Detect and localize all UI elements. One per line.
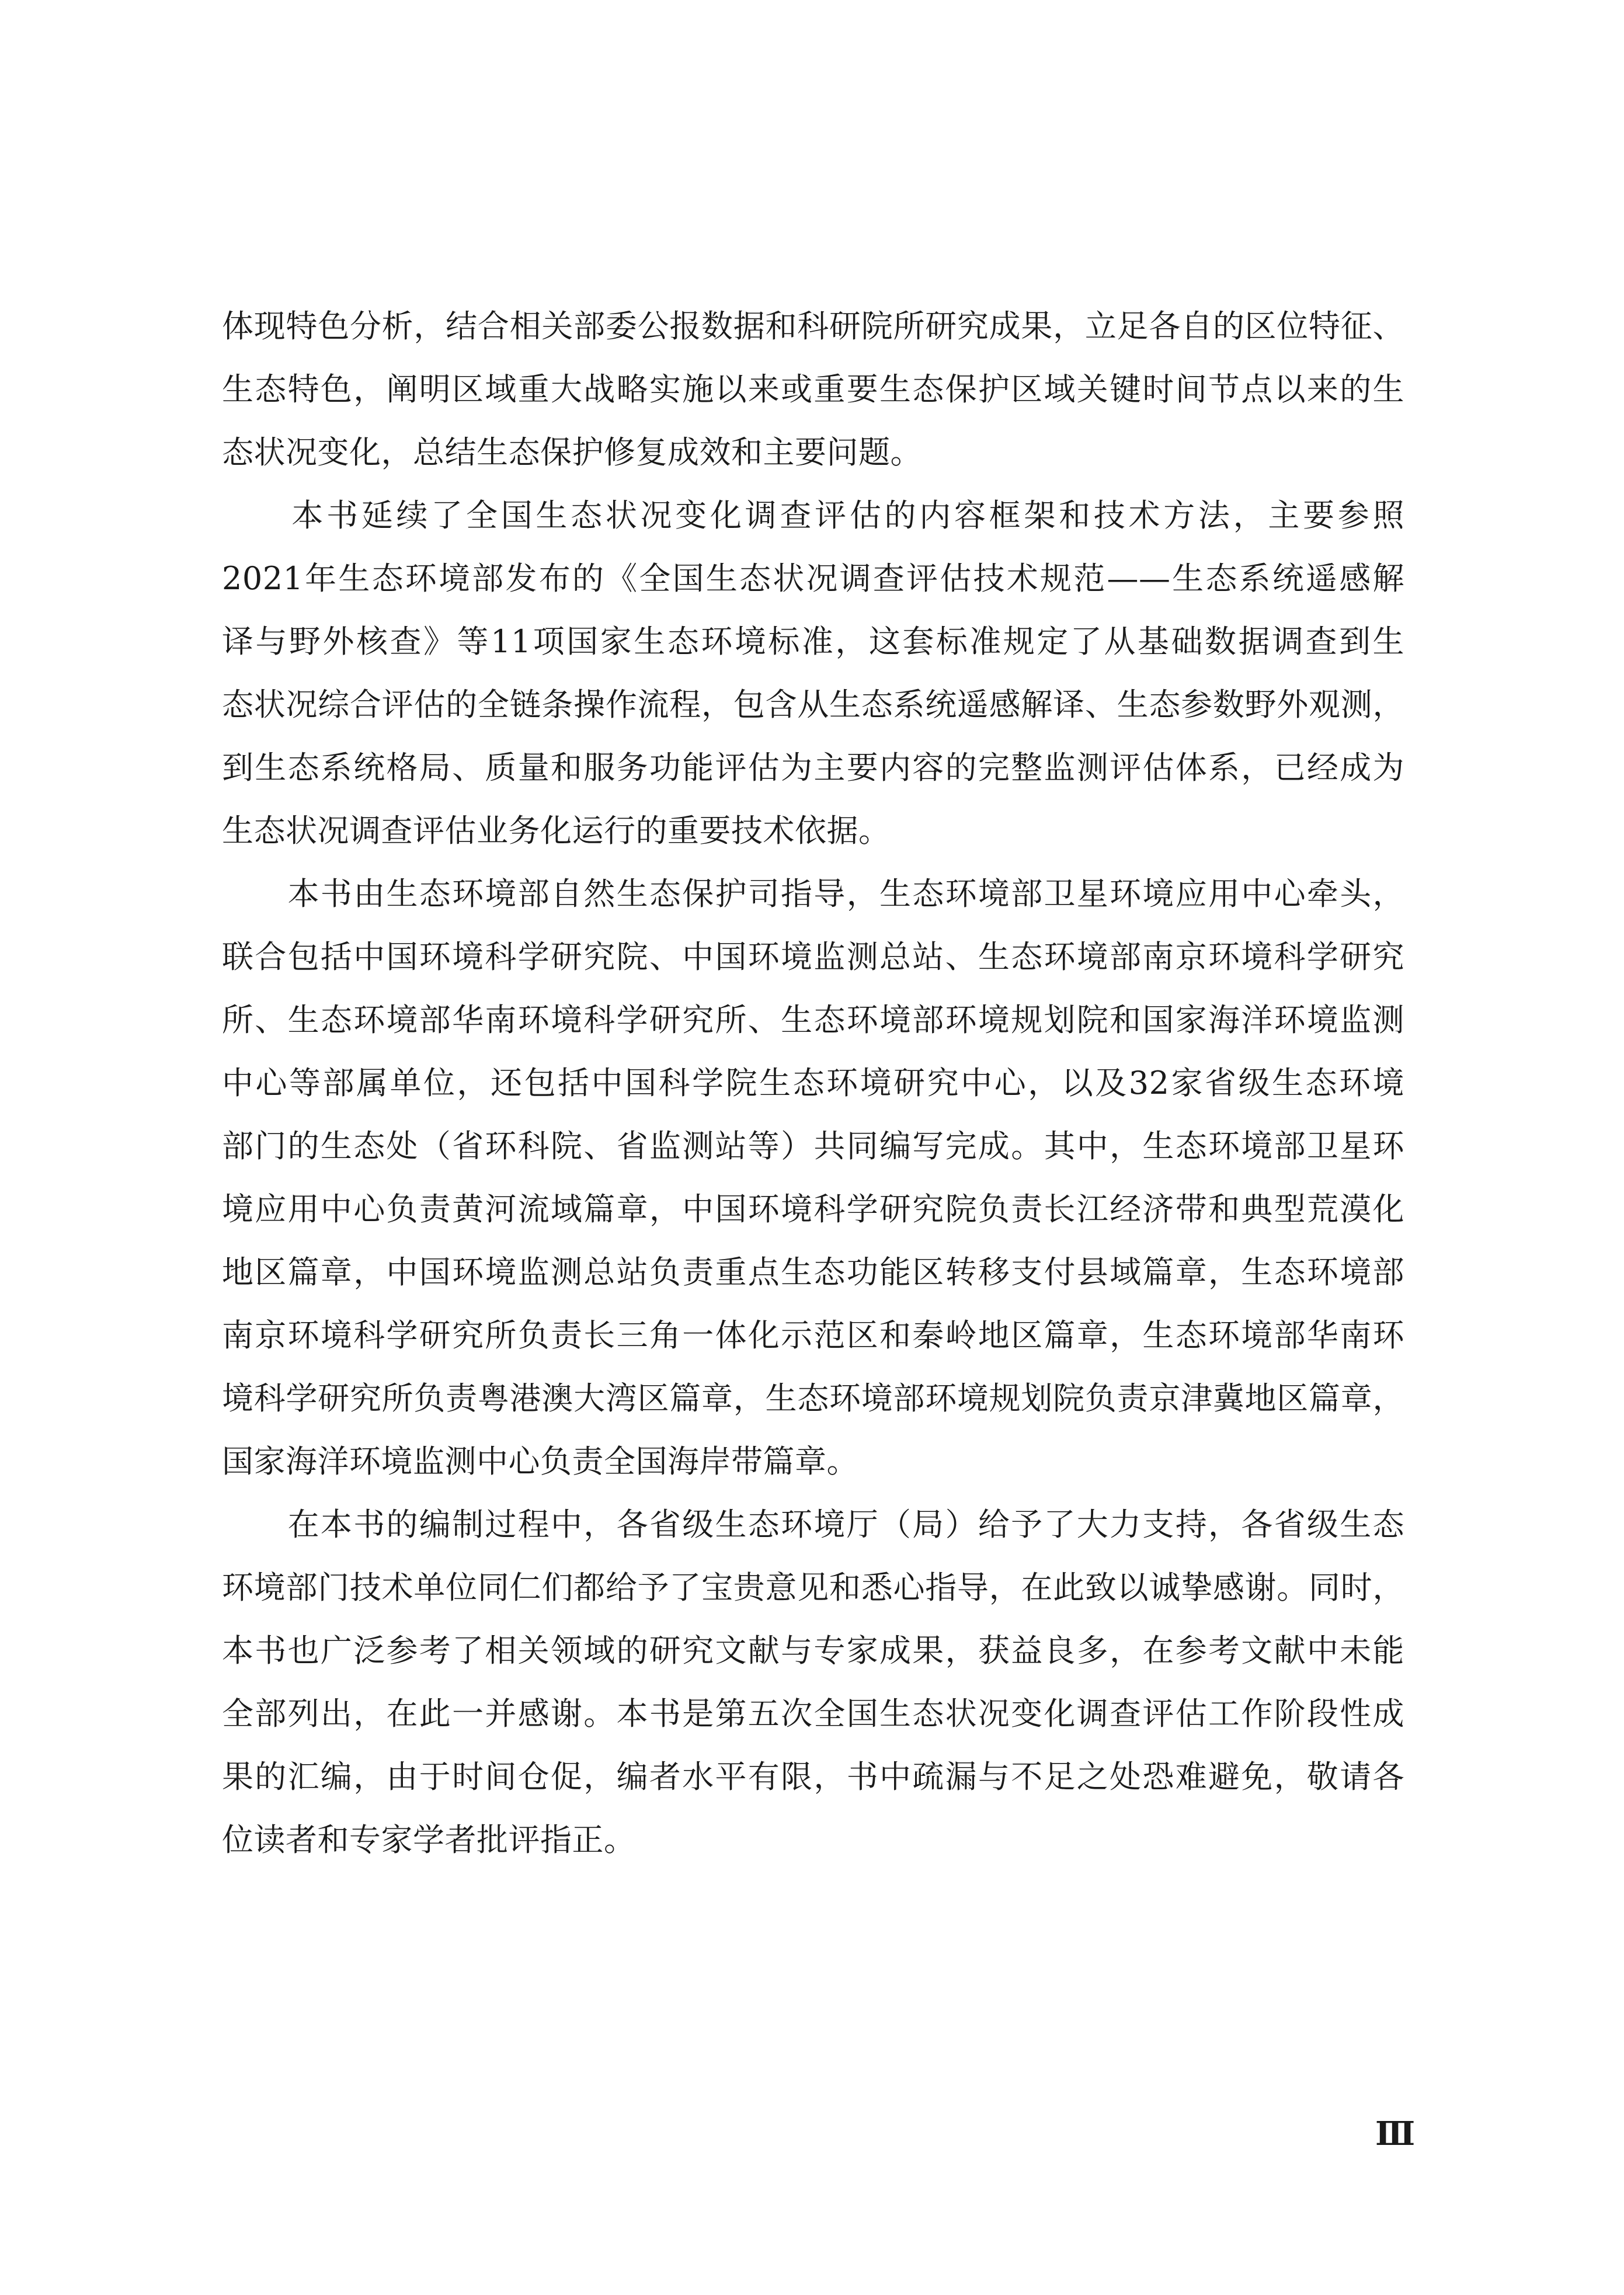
text-line: 态状况变化，总结生态保护修复成效和主要问题。 [222, 434, 922, 471]
paragraph [222, 484, 1404, 863]
page-number: Ⅲ [1375, 2116, 1416, 2153]
body-text [222, 295, 1404, 1872]
text-line: 本书由生态环境部自然生态保护司指导，生态环境部卫星环境应用中心牵头， [222, 875, 1404, 912]
paragraph [222, 295, 1404, 484]
text-line: 到生态系统格局、质量和服务功能评估为主要内容的完整监测评估体系，已经成为 [222, 749, 1404, 786]
text-line: 生态状况调查评估业务化运行的重要技术依据。 [222, 812, 891, 849]
text-line: 联合包括中国环境科学研究院、中国环境监测总站、生态环境部南京环境科学研究 [222, 938, 1404, 975]
text-line: 中心等部属单位，还包括中国科学院生态环境研究中心，以及32家省级生态环境 [222, 1065, 1404, 1101]
text-line: 部门的生态处（省环科院、省监测站等）共同编写完成。其中，生态环境部卫星环 [222, 1128, 1404, 1164]
text-line: 2021年生态环境部发布的《全国生态状况调查评估技术规范——生态系统遥感解 [222, 560, 1404, 597]
paragraph [222, 1493, 1404, 1872]
text-line: 南京环境科学研究所负责长三角一体化示范区和秦岭地区篇章，生态环境部华南环 [222, 1317, 1404, 1354]
text-line: 境科学研究所负责粤港澳大湾区篇章，生态环境部环境规划院负责京津冀地区篇章， [222, 1380, 1404, 1417]
text-line: 译与野外核查》等11项国家生态环境标准，这套标准规定了从基础数据调查到生 [222, 623, 1404, 660]
text-line: 全部列出，在此一并感谢。本书是第五次全国生态状况变化调查评估工作阶段性成 [222, 1695, 1404, 1732]
text-line: 生态特色，阐明区域重大战略实施以来或重要生态保护区域关键时间节点以来的生 [222, 371, 1404, 408]
text-line: 本书也广泛参考了相关领域的研究文献与专家成果，获益良多，在参考文献中未能 [222, 1632, 1404, 1669]
text-line: 果的汇编，由于时间仓促，编者水平有限，书中疏漏与不足之处恐难避免，敬请各 [222, 1758, 1404, 1795]
text-line: 国家海洋环境监测中心负责全国海岸带篇章。 [222, 1443, 858, 1480]
text-line: 体现特色分析，结合相关部委公报数据和科研院所研究成果，立足各自的区位特征、 [222, 308, 1404, 345]
text-line: 境应用中心负责黄河流域篇章，中国环境科学研究院负责长江经济带和典型荒漠化 [222, 1191, 1404, 1228]
text-line: 环境部门技术单位同仁们都给予了宝贵意见和悉心指导，在此致以诚挚感谢。同时， [222, 1569, 1404, 1606]
text-line: 所、生态环境部华南环境科学研究所、生态环境部环境规划院和国家海洋环境监测 [222, 1002, 1404, 1038]
text-line: 位读者和专家学者批评指正。 [222, 1821, 636, 1858]
text-line: 地区篇章，中国环境监测总站负责重点生态功能区转移支付县域篇章，生态环境部 [222, 1254, 1404, 1291]
text-line: 在本书的编制过程中，各省级生态环境厅（局）给予了大力支持，各省级生态 [222, 1506, 1404, 1543]
text-line: 本书延续了全国生态状况变化调查评估的内容框架和技术方法，主要参照 [222, 497, 1404, 534]
text-line: 态状况综合评估的全链条操作流程，包含从生态系统遥感解译、生态参数野外观测， [222, 686, 1404, 723]
paragraph [222, 863, 1404, 1493]
